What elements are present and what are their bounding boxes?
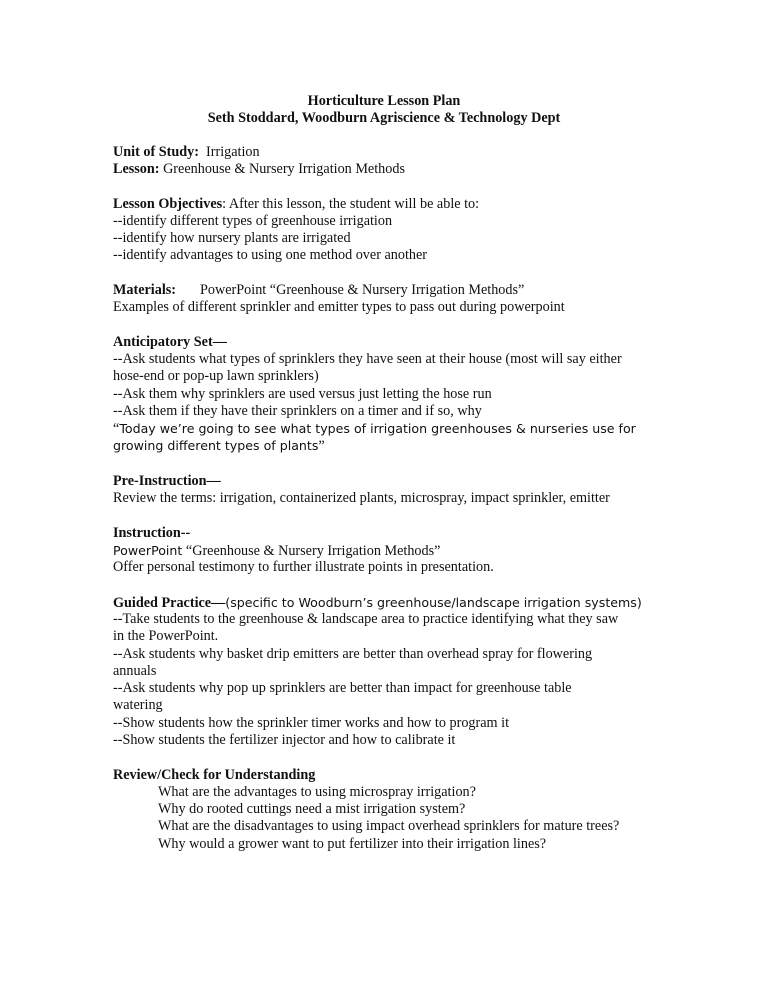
objectives-label: Lesson Objectives — [113, 196, 223, 212]
instruction-line-1 — [113, 542, 440, 560]
guided-note: (specific to Woodburn’s greenhouse/landscape irrigation systems) — [225, 595, 642, 610]
materials-line — [113, 282, 524, 299]
anticipatory-heading: Anticipatory Set— — [113, 334, 227, 350]
unit-of-study — [113, 144, 260, 161]
objectives-line — [113, 196, 479, 213]
instruction-powerpoint: PowerPoint — [113, 543, 183, 558]
guided-line: --Take students to the greenhouse & landscape area to practice identifying what they saw — [113, 611, 619, 627]
instruction-line-2: Offer personal testimony to further illustrate points in presentation. — [113, 559, 494, 575]
review-question: What are the advantages to using microspray irrigation? — [158, 784, 476, 800]
review-heading: Review/Check for Understanding — [113, 767, 316, 783]
objective-item: --identify advantages to using one method over another — [113, 247, 428, 263]
author-line: Seth Stoddard, Woodburn Agriscience & Technology Dept — [207, 110, 561, 126]
materials-line-2: Examples of different sprinkler and emitter types to pass out during powerpoint — [113, 299, 565, 315]
anticipatory-line: --Ask them why sprinklers are used versus just letting the hose run — [113, 386, 492, 402]
unit-value: Irrigation — [206, 144, 260, 160]
anticipatory-quote-line-2 — [113, 437, 325, 455]
anticipatory-line: --Ask students what types of sprinklers they have seen at their house (most will say either — [113, 351, 622, 367]
objectives-intro: : After this lesson, the student will be able to: — [222, 196, 480, 212]
instruction-heading: Instruction-- — [113, 525, 191, 541]
quote-text-2: growing different types of plants — [113, 438, 319, 453]
materials-label: Materials: — [113, 282, 177, 298]
document-title: Horticulture Lesson Plan — [307, 93, 461, 109]
guided-line: --Ask students why pop up sprinklers are better than impact for greenhouse table — [113, 680, 572, 696]
review-question: Why would a grower want to put fertilizer into their irrigation lines? — [158, 836, 547, 852]
pre-instruction-heading: Pre-Instruction— — [113, 473, 221, 489]
objective-item: --identify different types of greenhouse irrigation — [113, 213, 393, 229]
anticipatory-quote-line-1 — [113, 420, 636, 438]
guided-heading: Guided Practice— — [113, 595, 226, 611]
guided-line: in the PowerPoint. — [113, 628, 219, 644]
quote-close: ” — [318, 438, 325, 454]
unit-label: Unit of Study: — [113, 144, 199, 160]
guided-line: --Ask students why basket drip emitters are better than overhead spray for flowering — [113, 646, 593, 662]
quote-text-1: Today we’re going to see what types of irrigation greenhouses & nurseries use for — [119, 421, 636, 436]
review-question: What are the disadvantages to using impact overhead sprinklers for mature trees? — [158, 818, 620, 834]
guided-line: --Show students the fertilizer injector and how to calibrate it — [113, 732, 456, 748]
guided-line: --Show students how the sprinkler timer works and how to program it — [113, 715, 510, 731]
quote-open: “ — [113, 421, 120, 437]
guided-practice-heading-line — [113, 594, 642, 612]
objective-item: --identify how nursery plants are irrigated — [113, 230, 351, 246]
instruction-title: “Greenhouse & Nursery Irrigation Methods” — [182, 543, 441, 559]
guided-line: annuals — [113, 663, 157, 679]
lesson-value: Greenhouse & Nursery Irrigation Methods — [163, 161, 405, 177]
review-question: Why do rooted cuttings need a mist irrigation system? — [158, 801, 466, 817]
anticipatory-line: --Ask them if they have their sprinklers on a timer and if so, why — [113, 403, 482, 419]
lesson-label: Lesson: — [113, 161, 160, 177]
materials-value: PowerPoint “Greenhouse & Nursery Irrigation Methods” — [200, 282, 525, 298]
lesson-line — [113, 161, 405, 178]
anticipatory-line: hose-end or pop-up lawn sprinklers) — [113, 368, 319, 384]
pre-instruction-text: Review the terms: irrigation, containerized plants, microspray, impact sprinkler, emitter — [113, 490, 610, 506]
guided-line: watering — [113, 697, 163, 713]
